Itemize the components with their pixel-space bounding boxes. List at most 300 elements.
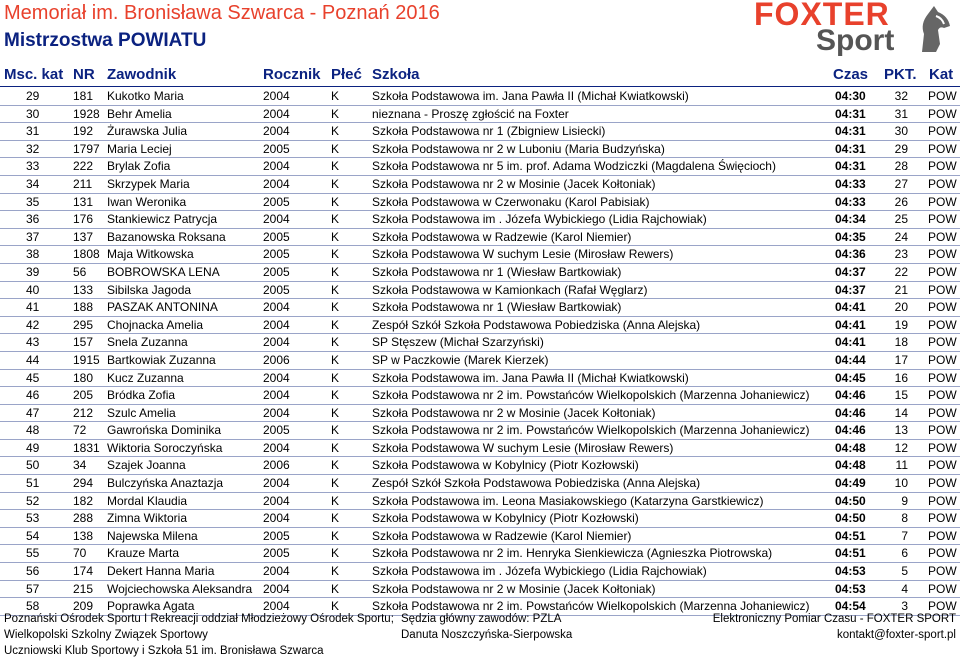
time-cell: 04:54 xyxy=(835,599,866,614)
footer-judge-name: Danuta Noszczyńska-Sierpowska xyxy=(401,629,573,641)
points-cell: 28 xyxy=(894,159,908,174)
birth-year-cell: 2005 xyxy=(263,423,290,438)
school-cell: Szkoła Podstawowa nr 2 w Luboniu (Maria Budzyńska) xyxy=(372,141,665,156)
birth-year-cell: 2005 xyxy=(263,282,290,297)
time-cell: 04:41 xyxy=(835,335,866,350)
bib-number-cell: 209 xyxy=(73,599,94,614)
bib-number-cell: 174 xyxy=(73,564,94,579)
category-cell: POW xyxy=(928,599,957,614)
bib-number-cell: 192 xyxy=(73,124,94,139)
time-cell: 04:33 xyxy=(835,176,866,191)
athlete-name-cell: Poprawka Agata xyxy=(107,599,195,614)
points-cell: 8 xyxy=(901,511,908,526)
table-row xyxy=(0,211,960,229)
school-cell: Szkoła Podstawowa nr 1 (Wiesław Bartkowiak) xyxy=(372,300,622,315)
place-cell: 49 xyxy=(26,440,40,455)
place-cell: 56 xyxy=(26,564,40,579)
category-cell: POW xyxy=(928,300,957,315)
points-cell: 19 xyxy=(894,317,908,332)
place-cell: 31 xyxy=(26,124,40,139)
athlete-name-cell: Snela Zuzanna xyxy=(107,335,188,350)
results-table xyxy=(0,88,960,616)
place-cell: 51 xyxy=(26,476,40,491)
athlete-name-cell: Sibilska Jagoda xyxy=(107,282,192,297)
athlete-name-cell: Behr Amelia xyxy=(107,106,172,121)
place-cell: 39 xyxy=(26,264,40,279)
birth-year-cell: 2004 xyxy=(263,493,290,508)
school-cell: SP w Paczkowie (Marek Kierzek) xyxy=(372,352,549,367)
time-cell: 04:48 xyxy=(835,440,866,455)
sex-cell: K xyxy=(331,141,340,156)
school-cell: Szkoła Podstawowa im. Jana Pawła II (Michał Kwiatkowski) xyxy=(372,370,689,385)
table-row xyxy=(0,317,960,335)
birth-year-cell: 2004 xyxy=(263,106,290,121)
time-cell: 04:37 xyxy=(835,282,866,297)
birth-year-cell: 2004 xyxy=(263,440,290,455)
category-cell: POW xyxy=(928,564,957,579)
table-row xyxy=(0,334,960,352)
bib-number-cell: 133 xyxy=(73,282,94,297)
category-cell: POW xyxy=(928,476,957,491)
logo-word-sport: Sport xyxy=(816,24,895,57)
points-cell: 7 xyxy=(901,528,908,543)
birth-year-cell: 2004 xyxy=(263,89,290,103)
place-cell: 47 xyxy=(26,405,40,420)
col-plec: Płeć xyxy=(331,66,362,83)
sex-cell: K xyxy=(331,176,340,191)
horse-head-icon xyxy=(914,4,954,54)
table-row xyxy=(0,563,960,581)
time-cell: 04:31 xyxy=(835,141,866,156)
sex-cell: K xyxy=(331,89,340,103)
bib-number-cell: 1831 xyxy=(73,440,100,455)
place-cell: 54 xyxy=(26,528,40,543)
school-cell: Szkoła Podstawowa w Czerwonaku (Karol Pabisiak) xyxy=(372,194,650,209)
col-msc-kat: Msc. kat xyxy=(4,66,64,83)
time-cell: 04:37 xyxy=(835,264,866,279)
school-cell: Szkoła Podstawowa im . Józefa Wybickiego (Lidia Rajchowiak) xyxy=(372,212,707,227)
points-cell: 22 xyxy=(894,264,908,279)
table-row xyxy=(0,545,960,563)
bib-number-cell: 222 xyxy=(73,159,94,174)
place-cell: 37 xyxy=(26,229,40,244)
school-cell: Szkoła Podstawowa im. Leona Masiakowskiego (Katarzyna Garstkiewicz) xyxy=(372,493,764,508)
school-cell: Szkoła Podstawowa w Radzewie (Karol Niemier) xyxy=(372,229,632,244)
category-cell: POW xyxy=(928,194,957,209)
table-row xyxy=(0,581,960,599)
bib-number-cell: 180 xyxy=(73,370,94,385)
sex-cell: K xyxy=(331,352,340,367)
category-cell: POW xyxy=(928,229,957,244)
athlete-name-cell: Maria Leciej xyxy=(107,141,172,156)
sex-cell: K xyxy=(331,581,340,596)
birth-year-cell: 2005 xyxy=(263,546,290,561)
birth-year-cell: 2006 xyxy=(263,352,290,367)
points-cell: 16 xyxy=(894,370,908,385)
place-cell: 42 xyxy=(26,317,40,332)
birth-year-cell: 2004 xyxy=(263,388,290,403)
bib-number-cell: 34 xyxy=(73,458,87,473)
points-cell: 25 xyxy=(894,212,908,227)
header-divider xyxy=(0,86,960,87)
bib-number-cell: 288 xyxy=(73,511,94,526)
table-row xyxy=(0,158,960,176)
time-cell: 04:33 xyxy=(835,194,866,209)
birth-year-cell: 2004 xyxy=(263,159,290,174)
time-cell: 04:36 xyxy=(835,247,866,262)
table-row xyxy=(0,88,960,106)
bib-number-cell: 181 xyxy=(73,89,94,103)
points-cell: 10 xyxy=(894,476,908,491)
time-cell: 04:31 xyxy=(835,124,866,139)
time-cell: 04:50 xyxy=(835,511,866,526)
athlete-name-cell: Żurawska Julia xyxy=(107,124,188,139)
school-cell: Szkoła Podstawowa im . Józefa Wybickiego (Lidia Rajchowiak) xyxy=(372,564,707,579)
points-cell: 12 xyxy=(894,440,908,455)
sex-cell: K xyxy=(331,194,340,209)
athlete-name-cell: Brylak Zofia xyxy=(107,159,171,174)
sex-cell: K xyxy=(331,388,340,403)
table-row xyxy=(0,299,960,317)
athlete-name-cell: PASZAK ANTONINA xyxy=(107,300,218,315)
bib-number-cell: 1928 xyxy=(73,106,100,121)
bib-number-cell: 1797 xyxy=(73,141,100,156)
table-row xyxy=(0,440,960,458)
athlete-name-cell: Mordal Klaudia xyxy=(107,493,188,508)
time-cell: 04:46 xyxy=(835,405,866,420)
bib-number-cell: 1915 xyxy=(73,352,100,367)
logo-word-foxter: FOXTER xyxy=(754,0,890,32)
category-cell: POW xyxy=(928,176,957,191)
col-nr: NR xyxy=(73,66,95,83)
points-cell: 24 xyxy=(894,229,908,244)
place-cell: 46 xyxy=(26,388,40,403)
school-cell: Szkoła Podstawowa nr 2 im. Powstańców Wielkopolskich (Marzenna Johaniewicz) xyxy=(372,599,810,614)
category-cell: POW xyxy=(928,124,957,139)
athlete-name-cell: Bródka Zofia xyxy=(107,388,176,403)
bib-number-cell: 70 xyxy=(73,546,87,561)
time-cell: 04:45 xyxy=(835,370,866,385)
bib-number-cell: 72 xyxy=(73,423,87,438)
athlete-name-cell: Kukotko Maria xyxy=(107,89,184,103)
bib-number-cell: 131 xyxy=(73,194,94,209)
athlete-name-cell: Bulczyńska Anaztazja xyxy=(107,476,224,491)
points-cell: 4 xyxy=(901,581,908,596)
school-cell: Szkoła Podstawowa nr 1 (Zbigniew Lisiecki) xyxy=(372,124,606,139)
points-cell: 6 xyxy=(901,546,908,561)
athlete-name-cell: Wojciechowska Aleksandra xyxy=(107,581,253,596)
birth-year-cell: 2004 xyxy=(263,599,290,614)
athlete-name-cell: Szajek Joanna xyxy=(107,458,186,473)
sex-cell: K xyxy=(331,493,340,508)
bib-number-cell: 56 xyxy=(73,264,87,279)
school-cell: Szkoła Podstawowa w Kamionkach (Rafał Węglarz) xyxy=(372,282,648,297)
event-title: Memoriał im. Bronisława Szwarca - Poznań 2016 xyxy=(4,2,440,24)
footer-organizer-2: Wielkopolski Szkolny Związek Sportowy xyxy=(4,629,208,641)
school-cell: Szkoła Podstawowa W suchym Lesie (Mirosław Rewers) xyxy=(372,440,674,455)
event-subtitle: Mistrzostwa POWIATU xyxy=(4,30,207,51)
sex-cell: K xyxy=(331,423,340,438)
sex-cell: K xyxy=(331,458,340,473)
col-szkola: Szkoła xyxy=(372,66,420,83)
col-zawodnik: Zawodnik xyxy=(107,66,177,83)
category-cell: POW xyxy=(928,212,957,227)
points-cell: 11 xyxy=(895,458,908,473)
col-pkt: PKT. xyxy=(884,66,917,83)
sex-cell: K xyxy=(331,599,340,614)
birth-year-cell: 2004 xyxy=(263,564,290,579)
category-cell: POW xyxy=(928,282,957,297)
place-cell: 55 xyxy=(26,546,40,561)
bib-number-cell: 211 xyxy=(73,176,93,191)
bib-number-cell: 182 xyxy=(73,493,94,508)
foxter-sport-logo xyxy=(754,2,954,56)
school-cell: Szkoła Podstawowa W suchym Lesie (Mirosław Rewers) xyxy=(372,247,674,262)
place-cell: 45 xyxy=(26,370,40,385)
time-cell: 04:34 xyxy=(835,212,866,227)
time-cell: 04:31 xyxy=(835,106,866,121)
birth-year-cell: 2005 xyxy=(263,264,290,279)
bib-number-cell: 137 xyxy=(73,229,94,244)
sex-cell: K xyxy=(331,282,340,297)
time-cell: 04:35 xyxy=(835,229,866,244)
category-cell: POW xyxy=(928,546,957,561)
bib-number-cell: 212 xyxy=(73,405,94,420)
sex-cell: K xyxy=(331,317,340,332)
footer-contact-email[interactable]: kontakt@foxter-sport.pl xyxy=(836,629,956,641)
table-row xyxy=(0,229,960,247)
birth-year-cell: 2004 xyxy=(263,476,290,491)
points-cell: 26 xyxy=(894,194,908,209)
place-cell: 44 xyxy=(26,352,40,367)
footer-organizer-1: Poznański Ośrodek Sportu I Rekreacji oddział Młodzieżowy Ośrodek Sportu; xyxy=(4,613,394,625)
category-cell: POW xyxy=(928,89,957,103)
birth-year-cell: 2004 xyxy=(263,176,290,191)
points-cell: 23 xyxy=(894,247,908,262)
category-cell: POW xyxy=(928,388,957,403)
category-cell: POW xyxy=(928,440,957,455)
time-cell: 04:51 xyxy=(835,528,866,543)
birth-year-cell: 2004 xyxy=(263,370,290,385)
table-row xyxy=(0,264,960,282)
place-cell: 34 xyxy=(26,176,40,191)
sex-cell: K xyxy=(331,247,340,262)
athlete-name-cell: Skrzypek Maria xyxy=(107,176,190,191)
table-row xyxy=(0,510,960,528)
time-cell: 04:53 xyxy=(835,564,866,579)
bib-number-cell: 1808 xyxy=(73,247,100,262)
points-cell: 15 xyxy=(894,388,908,403)
sex-cell: K xyxy=(331,440,340,455)
place-cell: 50 xyxy=(26,458,40,473)
category-cell: POW xyxy=(928,335,957,350)
place-cell: 52 xyxy=(26,493,40,508)
place-cell: 38 xyxy=(26,247,40,262)
category-cell: POW xyxy=(928,528,957,543)
points-cell: 3 xyxy=(901,599,908,614)
bib-number-cell: 294 xyxy=(73,476,94,491)
birth-year-cell: 2004 xyxy=(263,511,290,526)
sex-cell: K xyxy=(331,335,340,350)
points-cell: 17 xyxy=(894,352,908,367)
time-cell: 04:51 xyxy=(835,546,866,561)
points-cell: 20 xyxy=(894,300,908,315)
sex-cell: K xyxy=(331,546,340,561)
sex-cell: K xyxy=(331,405,340,420)
school-cell: Szkoła Podstawowa w Kobylnicy (Piotr Kozłowski) xyxy=(372,511,639,526)
points-cell: 27 xyxy=(894,176,908,191)
category-cell: POW xyxy=(928,159,957,174)
time-cell: 04:46 xyxy=(835,423,866,438)
footer-judge-label: Sędzia główny zawodów: PZLA xyxy=(401,613,562,625)
category-cell: POW xyxy=(928,141,957,156)
sex-cell: K xyxy=(331,476,340,491)
bib-number-cell: 157 xyxy=(73,335,94,350)
category-cell: POW xyxy=(928,106,957,121)
footer-organizer-3: Uczniowski Klub Sportowy i Szkoła 51 im. Bronisława Szwarca xyxy=(4,645,324,657)
sex-cell: K xyxy=(331,300,340,315)
school-cell: Zespół Szkół Szkoła Podstawowa Pobiedziska (Anna Alejska) xyxy=(372,476,701,491)
bib-number-cell: 176 xyxy=(73,212,94,227)
category-cell: POW xyxy=(928,370,957,385)
school-cell: Szkoła Podstawowa im. Jana Pawła II (Michał Kwiatkowski) xyxy=(372,89,689,103)
points-cell: 31 xyxy=(894,106,908,121)
school-cell: Szkoła Podstawowa nr 2 w Mosinie (Jacek Kołtoniak) xyxy=(372,405,656,420)
place-cell: 36 xyxy=(26,212,40,227)
table-row xyxy=(0,475,960,493)
bib-number-cell: 215 xyxy=(73,581,94,596)
sex-cell: K xyxy=(331,106,340,121)
place-cell: 30 xyxy=(26,106,40,121)
athlete-name-cell: Bartkowiak Zuzanna xyxy=(107,352,216,367)
table-row xyxy=(0,123,960,141)
school-cell: Szkoła Podstawowa w Radzewie (Karol Niemier) xyxy=(372,528,632,543)
table-row xyxy=(0,141,960,159)
birth-year-cell: 2005 xyxy=(263,194,290,209)
birth-year-cell: 2004 xyxy=(263,317,290,332)
sex-cell: K xyxy=(331,564,340,579)
table-row xyxy=(0,352,960,370)
points-cell: 5 xyxy=(901,564,908,579)
points-cell: 18 xyxy=(894,335,908,350)
place-cell: 29 xyxy=(26,89,40,103)
table-header xyxy=(0,66,960,86)
table-row xyxy=(0,493,960,511)
athlete-name-cell: Iwan Weronika xyxy=(107,194,187,209)
category-cell: POW xyxy=(928,581,957,596)
birth-year-cell: 2004 xyxy=(263,212,290,227)
time-cell: 04:48 xyxy=(835,458,866,473)
athlete-name-cell: Szulc Amelia xyxy=(107,405,176,420)
athlete-name-cell: Najewska Milena xyxy=(107,528,198,543)
table-row xyxy=(0,246,960,264)
place-cell: 58 xyxy=(26,599,40,614)
time-cell: 04:50 xyxy=(835,493,866,508)
school-cell: SP Stęszew (Michał Szarzyński) xyxy=(372,335,544,350)
time-cell: 04:53 xyxy=(835,581,866,596)
sex-cell: K xyxy=(331,159,340,174)
time-cell: 04:49 xyxy=(835,476,866,491)
time-cell: 04:41 xyxy=(835,300,866,315)
time-cell: 04:31 xyxy=(835,159,866,174)
birth-year-cell: 2004 xyxy=(263,581,290,596)
table-row xyxy=(0,405,960,423)
place-cell: 35 xyxy=(26,194,40,209)
school-cell: nieznana - Proszę zgłościć na Foxter xyxy=(372,106,569,121)
place-cell: 48 xyxy=(26,423,40,438)
category-cell: POW xyxy=(928,405,957,420)
birth-year-cell: 2005 xyxy=(263,141,290,156)
birth-year-cell: 2004 xyxy=(263,124,290,139)
birth-year-cell: 2005 xyxy=(263,229,290,244)
athlete-name-cell: Dekert Hanna Maria xyxy=(107,564,215,579)
birth-year-cell: 2005 xyxy=(263,528,290,543)
bib-number-cell: 295 xyxy=(73,317,94,332)
place-cell: 32 xyxy=(26,141,40,156)
category-cell: POW xyxy=(928,458,957,473)
points-cell: 9 xyxy=(901,493,908,508)
school-cell: Szkoła Podstawowa nr 2 im. Powstańców Wielkopolskich (Marzenna Johaniewicz) xyxy=(372,423,810,438)
school-cell: Szkoła Podstawowa nr 2 im. Henryka Sienkiewicza (Agnieszka Piotrowska) xyxy=(372,546,773,561)
category-cell: POW xyxy=(928,493,957,508)
athlete-name-cell: Zimna Wiktoria xyxy=(107,511,188,526)
athlete-name-cell: Gawrońska Dominika xyxy=(107,423,222,438)
category-cell: POW xyxy=(928,264,957,279)
sex-cell: K xyxy=(331,124,340,139)
athlete-name-cell: Wiktoria Soroczyńska xyxy=(107,440,223,455)
table-row xyxy=(0,106,960,124)
table-row xyxy=(0,387,960,405)
school-cell: Szkoła Podstawowa nr 2 im. Powstańców Wielkopolskich (Marzenna Johaniewicz) xyxy=(372,388,810,403)
place-cell: 53 xyxy=(26,511,40,526)
place-cell: 41 xyxy=(26,300,40,315)
bib-number-cell: 188 xyxy=(73,300,94,315)
points-cell: 29 xyxy=(894,141,908,156)
birth-year-cell: 2006 xyxy=(263,458,290,473)
place-cell: 40 xyxy=(26,282,40,297)
place-cell: 43 xyxy=(26,335,40,350)
points-cell: 30 xyxy=(894,124,908,139)
bib-number-cell: 205 xyxy=(73,388,94,403)
athlete-name-cell: Chojnacka Amelia xyxy=(107,317,204,332)
points-cell: 32 xyxy=(894,89,908,103)
birth-year-cell: 2004 xyxy=(263,300,290,315)
footer-timing: Elektroniczny Pomiar Czasu - FOXTER SPORT xyxy=(712,613,956,625)
birth-year-cell: 2005 xyxy=(263,247,290,262)
category-cell: POW xyxy=(928,317,957,332)
table-row xyxy=(0,370,960,388)
table-row xyxy=(0,528,960,546)
athlete-name-cell: Maja Witkowska xyxy=(107,247,194,262)
athlete-name-cell: BOBROWSKA LENA xyxy=(107,264,220,279)
time-cell: 04:30 xyxy=(835,89,866,103)
table-row xyxy=(0,422,960,440)
sex-cell: K xyxy=(331,212,340,227)
col-rocznik: Rocznik xyxy=(263,66,321,83)
points-cell: 13 xyxy=(894,423,908,438)
points-cell: 21 xyxy=(894,282,908,297)
category-cell: POW xyxy=(928,423,957,438)
sex-cell: K xyxy=(331,264,340,279)
place-cell: 57 xyxy=(26,581,40,596)
birth-year-cell: 2004 xyxy=(263,335,290,350)
sex-cell: K xyxy=(331,511,340,526)
time-cell: 04:41 xyxy=(835,317,866,332)
school-cell: Szkoła Podstawowa nr 5 im. prof. Adama Wodziczki (Magdalena Święcioch) xyxy=(372,159,776,174)
sex-cell: K xyxy=(331,229,340,244)
table-row xyxy=(0,176,960,194)
athlete-name-cell: Stankiewicz Patrycja xyxy=(107,212,218,227)
